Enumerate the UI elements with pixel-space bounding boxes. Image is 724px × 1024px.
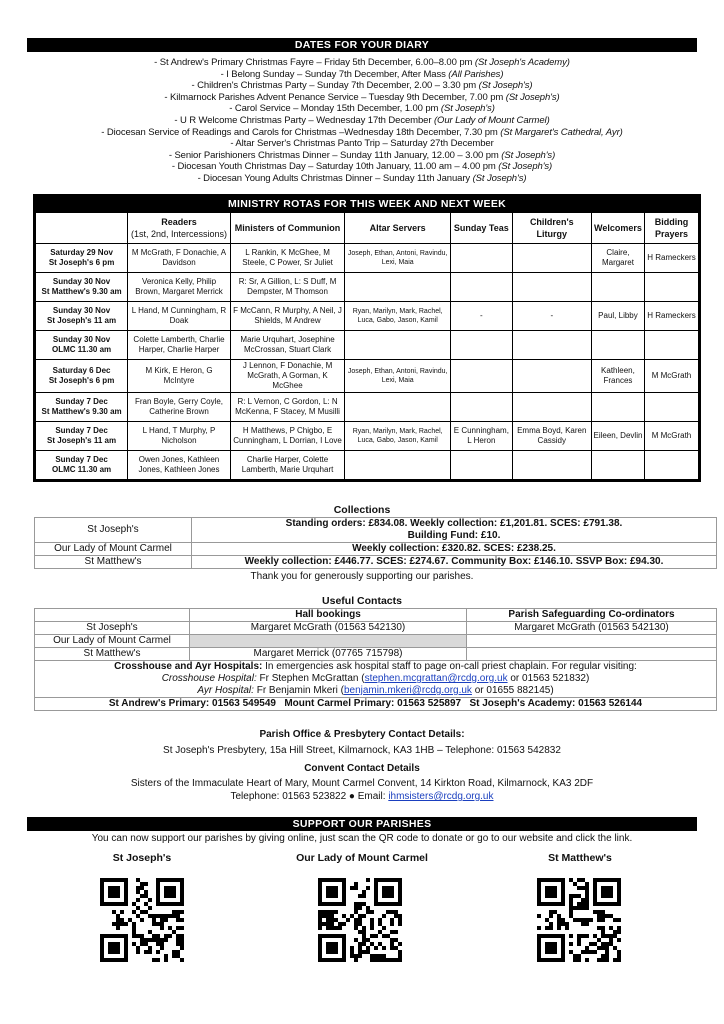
collections-value: Standing orders: £834.08. Weekly collection: £1,201.81. SCES: £791.38. Building Fund: £10.: [192, 518, 717, 543]
rota-cell-altar: Ryan, Marilyn, Mark, Rachel, Luca, Gabo, Jason, Kamil: [345, 422, 451, 451]
schools-cell: St Andrew's Primary: 01563 549549 Mount Carmel Primary: 01563 525897 St Joseph's Academy: 01563 526144: [35, 698, 717, 711]
rota-cell-liturgy: [512, 273, 591, 302]
rota-cell-liturgy: [512, 451, 591, 480]
contacts-parish: St Matthew's: [35, 648, 190, 661]
convent-phone-email: Telephone: 01563 523822 ● Email: ihmsisters@rcdg.org.uk: [230, 791, 494, 802]
office-contact: [27, 728, 697, 757]
collections-thanks: Thank you for generously supporting our parishes.: [250, 571, 474, 582]
rota-mass-time: Sunday 7 Dec OLMC 11.30 am: [36, 451, 128, 480]
hall-contact: Margaret McGrath (01563 542130): [190, 622, 467, 635]
collections-table: [34, 517, 717, 569]
hall-contact: Margaret Merrick (07765 715798): [190, 648, 467, 661]
diary-title: DATES FOR YOUR DIARY: [27, 38, 697, 52]
safeguard-contact: [467, 648, 717, 661]
rota-cell-teas: [451, 273, 512, 302]
rota-mass-time: Saturday 29 Nov St Joseph's 6 pm: [36, 244, 128, 273]
crosshouse-email-link[interactable]: stephen.mcgrattan@rcdg.org.uk: [364, 673, 508, 684]
rota-mass-time: Sunday 30 Nov St Matthew's 9.30 am: [36, 273, 128, 302]
qr-label-stjoseph: St Joseph's: [112, 852, 172, 864]
rota-cell-altar: [345, 393, 451, 422]
rota-cell-teas: [451, 451, 512, 480]
rota-cell-altar: Ryan, Marilyn, Mark, Rachel, Luca, Gabo, Jason, Kamil: [345, 302, 451, 331]
rota-header-readers: Readers (1st, 2nd, Intercessions): [128, 213, 231, 244]
contacts-parish: Our Lady of Mount Carmel: [35, 635, 190, 648]
support-text: You can now support our parishes by giving online, just scan the QR code to donate or go to our website and click the link.: [91, 833, 633, 844]
rota-mass-time: Sunday 7 Dec St Matthew's 9.30 am: [36, 393, 128, 422]
diary-item: - Kilmarnock Parishes Advent Penance Service – Tuesday 9th December, 7.00 pm (St Joseph's): [164, 91, 560, 103]
diary-item: - Carol Service – Monday 15th December, 1.00 pm (St Joseph's): [229, 103, 495, 115]
rota-header-altar: Altar Servers: [345, 213, 451, 244]
rota-cell-liturgy: [512, 244, 591, 273]
rota-cell-liturgy: [512, 360, 591, 393]
rota-cell-teas: [451, 244, 512, 273]
convent-email-link[interactable]: ihmsisters@rcdg.org.uk: [388, 791, 494, 802]
rota-cell-altar: Joseph, Ethan, Antoni, Ravindu, Lexi, Maia: [345, 360, 451, 393]
rota-cell-readers: Owen Jones, Kathleen Jones, Kathleen Jones: [128, 451, 231, 480]
rota-table-container: [33, 194, 701, 482]
hospitals-cell: Crosshouse and Ayr Hospitals: In emergencies ask hospital staff to page on-call priest chaplain. For regular visiting: Crosshouse Hospital: Fr Stephen McGrattan (stephen.mcgrattan@rcdg.org.uk or 01563 521832) Ayr Hospital: Fr Benjamin Mkeri (benjamin.mkeri@rcdg.org.uk or 01655 882145): [35, 661, 717, 698]
rota-cell-liturgy: -: [512, 302, 591, 331]
rota-cell-altar: Joseph, Ethan, Antoni, Ravindu, Lexi, Maia: [345, 244, 451, 273]
qr-code-stjoseph[interactable]: [100, 878, 184, 962]
rota-cell-ministers: Marie Urquhart, Josephine McCrossan, Stuart Clark: [230, 331, 344, 360]
rota-mass-time: Sunday 30 Nov OLMC 11.30 am: [36, 331, 128, 360]
safeguard-contact: Margaret McGrath (01563 542130): [467, 622, 717, 635]
diary-item: - Diocesan Young Adults Christmas Dinner – Sunday 11th January (St Joseph's): [197, 172, 527, 184]
rota-cell-bidding: [644, 273, 698, 302]
rota-cell-welcomers: Kathleen, Frances: [591, 360, 644, 393]
rota-cell-welcomers: Claire, Margaret: [591, 244, 644, 273]
rota-row: [36, 393, 699, 422]
rota-mass-time: Sunday 30 Nov St Joseph's 11 am: [36, 302, 128, 331]
rota-header-when: [36, 213, 128, 244]
collections-parish: St Matthew's: [35, 556, 192, 569]
rota-cell-readers: M McGrath, F Donachie, A Davidson: [128, 244, 231, 273]
rota-cell-welcomers: Eileen, Devlin: [591, 422, 644, 451]
collections-parish: Our Lady of Mount Carmel: [35, 543, 192, 556]
rota-cell-readers: Fran Boyle, Gerry Coyle, Catherine Brown: [128, 393, 231, 422]
rota-cell-bidding: [644, 331, 698, 360]
diary-item: - Altar Server's Christmas Panto Trip – Saturday 27th December: [230, 138, 494, 150]
qr-code-olmc[interactable]: [318, 878, 402, 962]
rota-row: [36, 244, 699, 273]
rota-row: [36, 302, 699, 331]
rota-cell-altar: [345, 451, 451, 480]
rota-cell-ministers: L Rankin, K McGhee, M Steele, C Power, Sr Juliet: [230, 244, 344, 273]
collections-row-stmatthew: [35, 556, 717, 569]
rota-cell-ministers: F McCann, R Murphy, A Neil, J Shields, M Andrew: [230, 302, 344, 331]
rota-cell-bidding: [644, 451, 698, 480]
ayr-email-link[interactable]: benjamin.mkeri@rcdg.org.uk: [343, 685, 472, 696]
collections-value: Weekly collection: £320.82. SCES: £238.25.: [192, 543, 717, 556]
rota-cell-teas: [451, 393, 512, 422]
diary-item: - U R Welcome Christmas Party – Wednesday 17th December (Our Lady of Mount Carmel): [174, 114, 550, 126]
office-line: St Joseph's Presbytery, 15a Hill Street, Kilmarnock, KA3 1HB – Telephone: 01563 542832: [163, 745, 561, 756]
rota-cell-bidding: H Rameckers: [644, 302, 698, 331]
hall-bookings-header: Hall bookings: [190, 609, 467, 622]
diary-item: - Diocesan Service of Readings and Carols for Christmas –Wednesday 18th December, 7.30 pm (St Margaret's Cathedral, Ayr): [101, 126, 623, 138]
rota-cell-altar: [345, 331, 451, 360]
collections-title: Collections: [333, 504, 391, 516]
diary-item: - St Andrew's Primary Christmas Fayre – Friday 5th December, 6.00–8.00 pm (St Joseph's Academy): [154, 57, 570, 68]
rota-cell-bidding: M McGrath: [644, 360, 698, 393]
rota-cell-bidding: H Rameckers: [644, 244, 698, 273]
rota-cell-welcomers: [591, 273, 644, 302]
rota-cell-teas: -: [451, 302, 512, 331]
rota-cell-readers: L Hand, M Cunningham, R Doak: [128, 302, 231, 331]
rota-title: MINISTRY ROTAS FOR THIS WEEK AND NEXT WEEK: [35, 196, 699, 212]
rota-row: [36, 422, 699, 451]
rota-cell-liturgy: [512, 393, 591, 422]
contacts-parish: St Joseph's: [35, 622, 190, 635]
support-title: SUPPORT OUR PARISHES: [27, 817, 697, 831]
rota-header-ministers: Ministers of Communion: [230, 213, 344, 244]
qr-label-olmc: Our Lady of Mount Carmel: [296, 852, 428, 864]
rota-row: [36, 331, 699, 360]
collections-value: Weekly collection: £446.77. SCES: £274.67. Community Box: £146.10. SSVP Box: £94.30.: [192, 556, 717, 569]
rota-cell-bidding: M McGrath: [644, 422, 698, 451]
collections-parish: St Joseph's: [35, 518, 192, 543]
diary-item: - Senior Parishioners Christmas Dinner – Sunday 11th January, 12.00 – 3.00 pm (St Joseph's): [168, 149, 556, 161]
collections-row-olmc: [35, 543, 717, 556]
rota-header-welcomers: Welcomers: [591, 213, 644, 244]
rota-header-bidding: Bidding Prayers: [644, 213, 698, 244]
rota-cell-ministers: R: Sr, A Gillion, L: S Duff, M Dempster, M Thomson: [230, 273, 344, 302]
rota-table: [35, 212, 699, 480]
convent-contact: [27, 762, 697, 803]
contacts-header-blank: [35, 609, 190, 622]
rota-cell-bidding: [644, 393, 698, 422]
safeguard-contact: [467, 635, 717, 648]
rota-cell-readers: Veronica Kelly, Philip Brown, Margaret Merrick: [128, 273, 231, 302]
rota-row: [36, 451, 699, 480]
rota-cell-readers: L Hand, T Murphy, P Nicholson: [128, 422, 231, 451]
rota-cell-welcomers: [591, 451, 644, 480]
rota-cell-teas: E Cunningham, L Heron: [451, 422, 512, 451]
rota-cell-welcomers: [591, 331, 644, 360]
diary-item: - I Belong Sunday – Sunday 7th December, After Mass (All Parishes): [220, 68, 504, 80]
rota-cell-teas: [451, 360, 512, 393]
rota-cell-liturgy: Emma Boyd, Karen Cassidy: [512, 422, 591, 451]
office-title: Parish Office & Presbytery Contact Details:: [259, 729, 465, 740]
convent-title: Convent Contact Details: [304, 763, 420, 774]
rota-mass-time: Saturday 6 Dec St Joseph's 6 pm: [36, 360, 128, 393]
rota-cell-welcomers: [591, 393, 644, 422]
diary-item: - Diocesan Youth Christmas Day – Saturday 10th January, 11.00 am – 4.00 pm (St Joseph's): [171, 161, 553, 173]
contacts-table: [34, 608, 717, 711]
rota-cell-readers: Colette Lamberth, Charlie Harper, Charlie Harper: [128, 331, 231, 360]
hall-contact: [190, 635, 467, 648]
safeguarding-header: Parish Safeguarding Co-ordinators: [467, 609, 717, 622]
collections-row-stjoseph: [35, 518, 717, 543]
rota-header-teas: Sunday Teas: [451, 213, 512, 244]
rota-row: [36, 360, 699, 393]
convent-address: Sisters of the Immaculate Heart of Mary, Mount Carmel Convent, 14 Kirkton Road, Kilmarnock, KA3 2DF: [130, 778, 594, 789]
contacts-title: Useful Contacts: [322, 595, 402, 607]
rota-cell-ministers: J Lennon, F Donachie, M McGrath, A Gorman, K McGhee: [230, 360, 344, 393]
qr-code-stmatthew[interactable]: [537, 878, 621, 962]
diary-item: - Children's Christmas Party – Sunday 7th December, 2.00 – 3.30 pm (St Joseph's): [191, 80, 533, 92]
rota-cell-altar: [345, 273, 451, 302]
rota-cell-teas: [451, 331, 512, 360]
rota-header-liturgy: Children's Liturgy: [512, 213, 591, 244]
rota-cell-ministers: H Matthews, P Chigbo, E Cunningham, L Dorrian, I Love: [230, 422, 344, 451]
diary-list: [27, 57, 697, 185]
rota-mass-time: Sunday 7 Dec St Joseph's 11 am: [36, 422, 128, 451]
rota-cell-readers: M Kirk, E Heron, G McIntyre: [128, 360, 231, 393]
rota-row: [36, 273, 699, 302]
rota-cell-liturgy: [512, 331, 591, 360]
rota-cell-ministers: R: L Vernon, C Gordon, L: N McKenna, F Stacey, M Musilli: [230, 393, 344, 422]
rota-cell-ministers: Charlie Harper, Colette Lamberth, Marie Urquhart: [230, 451, 344, 480]
rota-cell-welcomers: Paul, Libby: [591, 302, 644, 331]
qr-label-stmatthew: St Matthew's: [548, 852, 612, 864]
